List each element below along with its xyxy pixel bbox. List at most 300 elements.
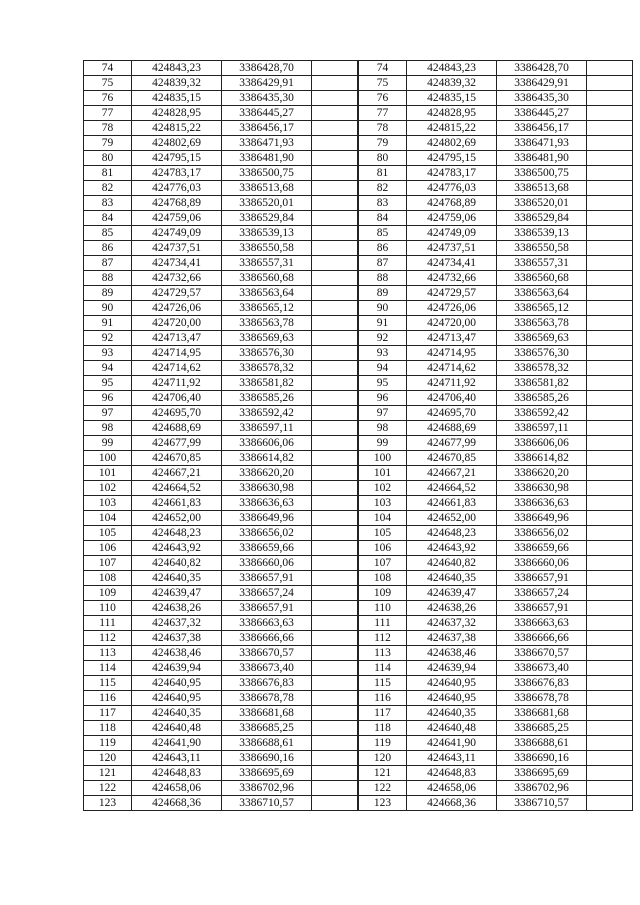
y-coordinate-cell: 3386620,20 — [497, 466, 587, 481]
point-number-cell: 111 — [359, 616, 407, 631]
empty-cell — [587, 406, 633, 421]
table-row — [84, 91, 358, 106]
y-coordinate-cell: 3386660,06 — [222, 556, 312, 571]
empty-cell — [312, 211, 358, 226]
y-coordinate-cell: 3386456,17 — [497, 121, 587, 136]
y-coordinate-cell: 3386557,31 — [497, 256, 587, 271]
y-coordinate-cell: 3386529,84 — [222, 211, 312, 226]
table-row — [84, 631, 358, 646]
y-coordinate-cell: 3386481,90 — [222, 151, 312, 166]
x-coordinate-cell: 424815,22 — [132, 121, 222, 136]
x-coordinate-cell: 424640,95 — [132, 676, 222, 691]
y-coordinate-cell: 3386657,91 — [497, 571, 587, 586]
empty-cell — [587, 661, 633, 676]
point-number-cell: 94 — [84, 361, 132, 376]
x-coordinate-cell: 424661,83 — [132, 496, 222, 511]
y-coordinate-cell: 3386666,66 — [222, 631, 312, 646]
table-row — [359, 481, 633, 496]
table-row — [84, 526, 358, 541]
y-coordinate-cell: 3386597,11 — [497, 421, 587, 436]
empty-cell — [587, 256, 633, 271]
empty-cell — [587, 706, 633, 721]
x-coordinate-cell: 424839,32 — [132, 76, 222, 91]
empty-cell — [587, 226, 633, 241]
point-number-cell: 85 — [359, 226, 407, 241]
point-number-cell: 106 — [359, 541, 407, 556]
table-row — [359, 226, 633, 241]
table-row — [84, 181, 358, 196]
empty-cell — [312, 406, 358, 421]
y-coordinate-cell: 3386630,98 — [222, 481, 312, 496]
empty-cell — [587, 691, 633, 706]
table-row — [359, 406, 633, 421]
x-coordinate-cell: 424714,95 — [132, 346, 222, 361]
y-coordinate-cell: 3386435,30 — [497, 91, 587, 106]
x-coordinate-cell: 424668,36 — [407, 796, 497, 811]
point-number-cell: 103 — [84, 496, 132, 511]
table-row — [359, 421, 633, 436]
empty-cell — [587, 91, 633, 106]
empty-cell — [312, 91, 358, 106]
point-number-cell: 121 — [359, 766, 407, 781]
y-coordinate-cell: 3386685,25 — [497, 721, 587, 736]
point-number-cell: 120 — [359, 751, 407, 766]
y-coordinate-cell: 3386649,96 — [222, 511, 312, 526]
table-row — [84, 511, 358, 526]
empty-cell — [587, 541, 633, 556]
empty-cell — [312, 751, 358, 766]
table-row — [359, 76, 633, 91]
point-number-cell: 122 — [84, 781, 132, 796]
y-coordinate-cell: 3386513,68 — [222, 181, 312, 196]
point-number-cell: 101 — [359, 466, 407, 481]
x-coordinate-cell: 424641,90 — [132, 736, 222, 751]
table-row — [359, 751, 633, 766]
x-coordinate-cell: 424734,41 — [132, 256, 222, 271]
point-number-cell: 110 — [84, 601, 132, 616]
empty-cell — [312, 541, 358, 556]
y-coordinate-cell: 3386660,06 — [497, 556, 587, 571]
table-row — [84, 211, 358, 226]
y-coordinate-cell: 3386539,13 — [222, 226, 312, 241]
empty-cell — [587, 571, 633, 586]
y-coordinate-cell: 3386428,70 — [222, 61, 312, 76]
y-coordinate-cell: 3386649,96 — [497, 511, 587, 526]
x-coordinate-cell: 424667,21 — [132, 466, 222, 481]
x-coordinate-cell: 424637,32 — [407, 616, 497, 631]
x-coordinate-cell: 424695,70 — [132, 406, 222, 421]
y-coordinate-cell: 3386557,31 — [222, 256, 312, 271]
x-coordinate-cell: 424802,69 — [132, 136, 222, 151]
x-coordinate-cell: 424661,83 — [407, 496, 497, 511]
table-row — [359, 571, 633, 586]
empty-cell — [312, 61, 358, 76]
table-row — [359, 61, 633, 76]
table-row — [359, 436, 633, 451]
y-coordinate-cell: 3386681,68 — [222, 706, 312, 721]
table-row — [84, 556, 358, 571]
empty-cell — [312, 136, 358, 151]
point-number-cell: 86 — [359, 241, 407, 256]
point-number-cell: 90 — [359, 301, 407, 316]
point-number-cell: 113 — [84, 646, 132, 661]
y-coordinate-cell: 3386560,68 — [497, 271, 587, 286]
table-row — [84, 721, 358, 736]
point-number-cell: 82 — [84, 181, 132, 196]
table-row — [84, 346, 358, 361]
table-row — [84, 421, 358, 436]
y-coordinate-cell: 3386688,61 — [497, 736, 587, 751]
x-coordinate-cell: 424720,00 — [407, 316, 497, 331]
x-coordinate-cell: 424667,21 — [407, 466, 497, 481]
y-coordinate-cell: 3386710,57 — [222, 796, 312, 811]
point-number-cell: 118 — [359, 721, 407, 736]
x-coordinate-cell: 424658,06 — [132, 781, 222, 796]
table-row — [359, 136, 633, 151]
x-coordinate-cell: 424640,95 — [407, 691, 497, 706]
y-coordinate-cell: 3386606,06 — [222, 436, 312, 451]
point-number-cell: 92 — [84, 331, 132, 346]
empty-cell — [312, 376, 358, 391]
x-coordinate-cell: 424648,83 — [407, 766, 497, 781]
x-coordinate-cell: 424843,23 — [407, 61, 497, 76]
y-coordinate-cell: 3386695,69 — [497, 766, 587, 781]
empty-cell — [312, 286, 358, 301]
y-coordinate-cell: 3386690,16 — [497, 751, 587, 766]
empty-cell — [587, 721, 633, 736]
y-coordinate-cell: 3386481,90 — [497, 151, 587, 166]
y-coordinate-cell: 3386657,91 — [497, 601, 587, 616]
empty-cell — [587, 331, 633, 346]
x-coordinate-cell: 424795,15 — [407, 151, 497, 166]
y-coordinate-cell: 3386513,68 — [497, 181, 587, 196]
empty-cell — [312, 601, 358, 616]
point-number-cell: 80 — [84, 151, 132, 166]
x-coordinate-cell: 424714,62 — [407, 361, 497, 376]
point-number-cell: 99 — [359, 436, 407, 451]
point-number-cell: 103 — [359, 496, 407, 511]
table-row — [84, 706, 358, 721]
x-coordinate-cell: 424776,03 — [132, 181, 222, 196]
y-coordinate-cell: 3386688,61 — [222, 736, 312, 751]
empty-cell — [312, 181, 358, 196]
x-coordinate-cell: 424783,17 — [407, 166, 497, 181]
x-coordinate-cell: 424640,82 — [407, 556, 497, 571]
point-number-cell: 95 — [359, 376, 407, 391]
table-row — [84, 301, 358, 316]
x-coordinate-cell: 424638,46 — [407, 646, 497, 661]
empty-cell — [312, 526, 358, 541]
table-row — [359, 391, 633, 406]
table-row — [359, 361, 633, 376]
point-number-cell: 116 — [84, 691, 132, 706]
x-coordinate-cell: 424639,47 — [132, 586, 222, 601]
y-coordinate-cell: 3386663,63 — [497, 616, 587, 631]
point-number-cell: 90 — [84, 301, 132, 316]
empty-cell — [587, 526, 633, 541]
point-number-cell: 84 — [359, 211, 407, 226]
y-coordinate-cell: 3386630,98 — [497, 481, 587, 496]
x-coordinate-cell: 424828,95 — [132, 106, 222, 121]
x-coordinate-cell: 424640,82 — [132, 556, 222, 571]
point-number-cell: 100 — [84, 451, 132, 466]
y-coordinate-cell: 3386656,02 — [222, 526, 312, 541]
empty-cell — [312, 646, 358, 661]
x-coordinate-cell: 424638,26 — [132, 601, 222, 616]
table-row — [84, 796, 358, 811]
empty-cell — [312, 331, 358, 346]
empty-cell — [587, 61, 633, 76]
empty-cell — [312, 271, 358, 286]
table-row — [84, 586, 358, 601]
y-coordinate-cell: 3386585,26 — [222, 391, 312, 406]
y-coordinate-cell: 3386429,91 — [222, 76, 312, 91]
y-coordinate-cell: 3386592,42 — [497, 406, 587, 421]
x-coordinate-cell: 424640,35 — [407, 571, 497, 586]
table-row — [84, 286, 358, 301]
table-row — [359, 241, 633, 256]
empty-cell — [587, 496, 633, 511]
empty-cell — [312, 346, 358, 361]
point-number-cell: 105 — [359, 526, 407, 541]
x-coordinate-cell: 424713,47 — [407, 331, 497, 346]
table-row — [359, 316, 633, 331]
x-coordinate-cell: 424640,35 — [132, 571, 222, 586]
point-number-cell: 87 — [359, 256, 407, 271]
empty-cell — [312, 451, 358, 466]
point-number-cell: 115 — [359, 676, 407, 691]
empty-cell — [312, 781, 358, 796]
x-coordinate-cell: 424734,41 — [407, 256, 497, 271]
point-number-cell: 123 — [84, 796, 132, 811]
table-row — [359, 631, 633, 646]
y-coordinate-cell: 3386656,02 — [497, 526, 587, 541]
y-coordinate-cell: 3386581,82 — [222, 376, 312, 391]
x-coordinate-cell: 424726,06 — [407, 301, 497, 316]
empty-cell — [312, 466, 358, 481]
point-number-cell: 98 — [359, 421, 407, 436]
point-number-cell: 108 — [359, 571, 407, 586]
table-row — [359, 106, 633, 121]
point-number-cell: 91 — [359, 316, 407, 331]
empty-cell — [587, 736, 633, 751]
table-row — [84, 466, 358, 481]
empty-cell — [312, 151, 358, 166]
point-number-cell: 89 — [359, 286, 407, 301]
point-number-cell: 119 — [359, 736, 407, 751]
x-coordinate-cell: 424664,52 — [407, 481, 497, 496]
point-number-cell: 88 — [359, 271, 407, 286]
point-number-cell: 110 — [359, 601, 407, 616]
table-row — [84, 436, 358, 451]
point-number-cell: 104 — [359, 511, 407, 526]
x-coordinate-cell: 424759,06 — [132, 211, 222, 226]
table-row — [359, 211, 633, 226]
x-coordinate-cell: 424640,48 — [407, 721, 497, 736]
point-number-cell: 88 — [84, 271, 132, 286]
table-row — [84, 616, 358, 631]
y-coordinate-cell: 3386678,78 — [497, 691, 587, 706]
table-row — [359, 181, 633, 196]
table-row — [359, 586, 633, 601]
y-coordinate-cell: 3386657,24 — [497, 586, 587, 601]
empty-cell — [312, 196, 358, 211]
x-coordinate-cell: 424637,32 — [132, 616, 222, 631]
y-coordinate-cell: 3386569,63 — [497, 331, 587, 346]
point-number-cell: 121 — [84, 766, 132, 781]
point-number-cell: 74 — [359, 61, 407, 76]
empty-cell — [312, 166, 358, 181]
table-row — [84, 646, 358, 661]
point-number-cell: 92 — [359, 331, 407, 346]
point-number-cell: 97 — [359, 406, 407, 421]
y-coordinate-cell: 3386563,78 — [222, 316, 312, 331]
table-row — [359, 511, 633, 526]
x-coordinate-cell: 424668,36 — [132, 796, 222, 811]
point-number-cell: 109 — [84, 586, 132, 601]
y-coordinate-cell: 3386456,17 — [222, 121, 312, 136]
y-coordinate-cell: 3386563,64 — [497, 286, 587, 301]
table-row — [359, 346, 633, 361]
y-coordinate-cell: 3386702,96 — [222, 781, 312, 796]
table-row — [84, 391, 358, 406]
table-row — [359, 721, 633, 736]
table-row — [359, 691, 633, 706]
table-row — [84, 496, 358, 511]
y-coordinate-cell: 3386690,16 — [222, 751, 312, 766]
point-number-cell: 74 — [84, 61, 132, 76]
table-row — [84, 226, 358, 241]
point-number-cell: 83 — [84, 196, 132, 211]
x-coordinate-cell: 424843,23 — [132, 61, 222, 76]
empty-cell — [587, 796, 633, 811]
table-row — [84, 121, 358, 136]
y-coordinate-cell: 3386685,25 — [222, 721, 312, 736]
empty-cell — [312, 391, 358, 406]
empty-cell — [312, 226, 358, 241]
point-number-cell: 82 — [359, 181, 407, 196]
point-number-cell: 112 — [359, 631, 407, 646]
y-coordinate-cell: 3386636,63 — [497, 496, 587, 511]
point-number-cell: 85 — [84, 226, 132, 241]
point-number-cell: 77 — [84, 106, 132, 121]
point-number-cell: 80 — [359, 151, 407, 166]
point-number-cell: 118 — [84, 721, 132, 736]
empty-cell — [587, 346, 633, 361]
x-coordinate-cell: 424637,38 — [132, 631, 222, 646]
y-coordinate-cell: 3386578,32 — [497, 361, 587, 376]
empty-cell — [587, 286, 633, 301]
x-coordinate-cell: 424688,69 — [132, 421, 222, 436]
point-number-cell: 107 — [84, 556, 132, 571]
coordinates-table-left — [83, 60, 358, 811]
table-row — [359, 736, 633, 751]
point-number-cell: 96 — [84, 391, 132, 406]
empty-cell — [587, 451, 633, 466]
point-number-cell: 107 — [359, 556, 407, 571]
table-row — [359, 301, 633, 316]
empty-cell — [312, 631, 358, 646]
table-row — [84, 196, 358, 211]
empty-cell — [587, 631, 633, 646]
point-number-cell: 117 — [359, 706, 407, 721]
x-coordinate-cell: 424640,48 — [132, 721, 222, 736]
point-number-cell: 91 — [84, 316, 132, 331]
table-row — [84, 316, 358, 331]
x-coordinate-cell: 424643,11 — [132, 751, 222, 766]
empty-cell — [587, 436, 633, 451]
y-coordinate-cell: 3386563,64 — [222, 286, 312, 301]
x-coordinate-cell: 424835,15 — [132, 91, 222, 106]
empty-cell — [587, 616, 633, 631]
empty-cell — [587, 181, 633, 196]
x-coordinate-cell: 424640,35 — [407, 706, 497, 721]
x-coordinate-cell: 424768,89 — [132, 196, 222, 211]
x-coordinate-cell: 424639,47 — [407, 586, 497, 601]
x-coordinate-cell: 424776,03 — [407, 181, 497, 196]
y-coordinate-cell: 3386585,26 — [497, 391, 587, 406]
y-coordinate-cell: 3386673,40 — [497, 661, 587, 676]
empty-cell — [312, 676, 358, 691]
empty-cell — [587, 271, 633, 286]
empty-cell — [587, 316, 633, 331]
x-coordinate-cell: 424714,62 — [132, 361, 222, 376]
y-coordinate-cell: 3386614,82 — [222, 451, 312, 466]
empty-cell — [587, 646, 633, 661]
table-row — [84, 106, 358, 121]
x-coordinate-cell: 424643,92 — [407, 541, 497, 556]
x-coordinate-cell: 424638,26 — [407, 601, 497, 616]
x-coordinate-cell: 424677,99 — [407, 436, 497, 451]
table-row — [359, 706, 633, 721]
y-coordinate-cell: 3386673,40 — [222, 661, 312, 676]
table-row — [84, 376, 358, 391]
empty-cell — [312, 361, 358, 376]
empty-cell — [312, 736, 358, 751]
empty-cell — [312, 421, 358, 436]
point-number-cell: 77 — [359, 106, 407, 121]
y-coordinate-cell: 3386606,06 — [497, 436, 587, 451]
x-coordinate-cell: 424714,95 — [407, 346, 497, 361]
y-coordinate-cell: 3386663,63 — [222, 616, 312, 631]
point-number-cell: 101 — [84, 466, 132, 481]
y-coordinate-cell: 3386565,12 — [497, 301, 587, 316]
point-number-cell: 75 — [84, 76, 132, 91]
empty-cell — [312, 106, 358, 121]
point-number-cell: 93 — [359, 346, 407, 361]
table-row — [84, 61, 358, 76]
x-coordinate-cell: 424726,06 — [132, 301, 222, 316]
y-coordinate-cell: 3386678,78 — [222, 691, 312, 706]
point-number-cell: 97 — [84, 406, 132, 421]
empty-cell — [587, 676, 633, 691]
table-row — [359, 466, 633, 481]
x-coordinate-cell: 424670,85 — [407, 451, 497, 466]
x-coordinate-cell: 424729,57 — [407, 286, 497, 301]
empty-cell — [312, 481, 358, 496]
table-row — [84, 271, 358, 286]
point-number-cell: 112 — [84, 631, 132, 646]
x-coordinate-cell: 424677,99 — [132, 436, 222, 451]
empty-cell — [312, 241, 358, 256]
x-coordinate-cell: 424638,46 — [132, 646, 222, 661]
point-number-cell: 106 — [84, 541, 132, 556]
empty-cell — [587, 151, 633, 166]
table-row — [84, 166, 358, 181]
x-coordinate-cell: 424643,11 — [407, 751, 497, 766]
y-coordinate-cell: 3386550,58 — [222, 241, 312, 256]
x-coordinate-cell: 424640,95 — [132, 691, 222, 706]
